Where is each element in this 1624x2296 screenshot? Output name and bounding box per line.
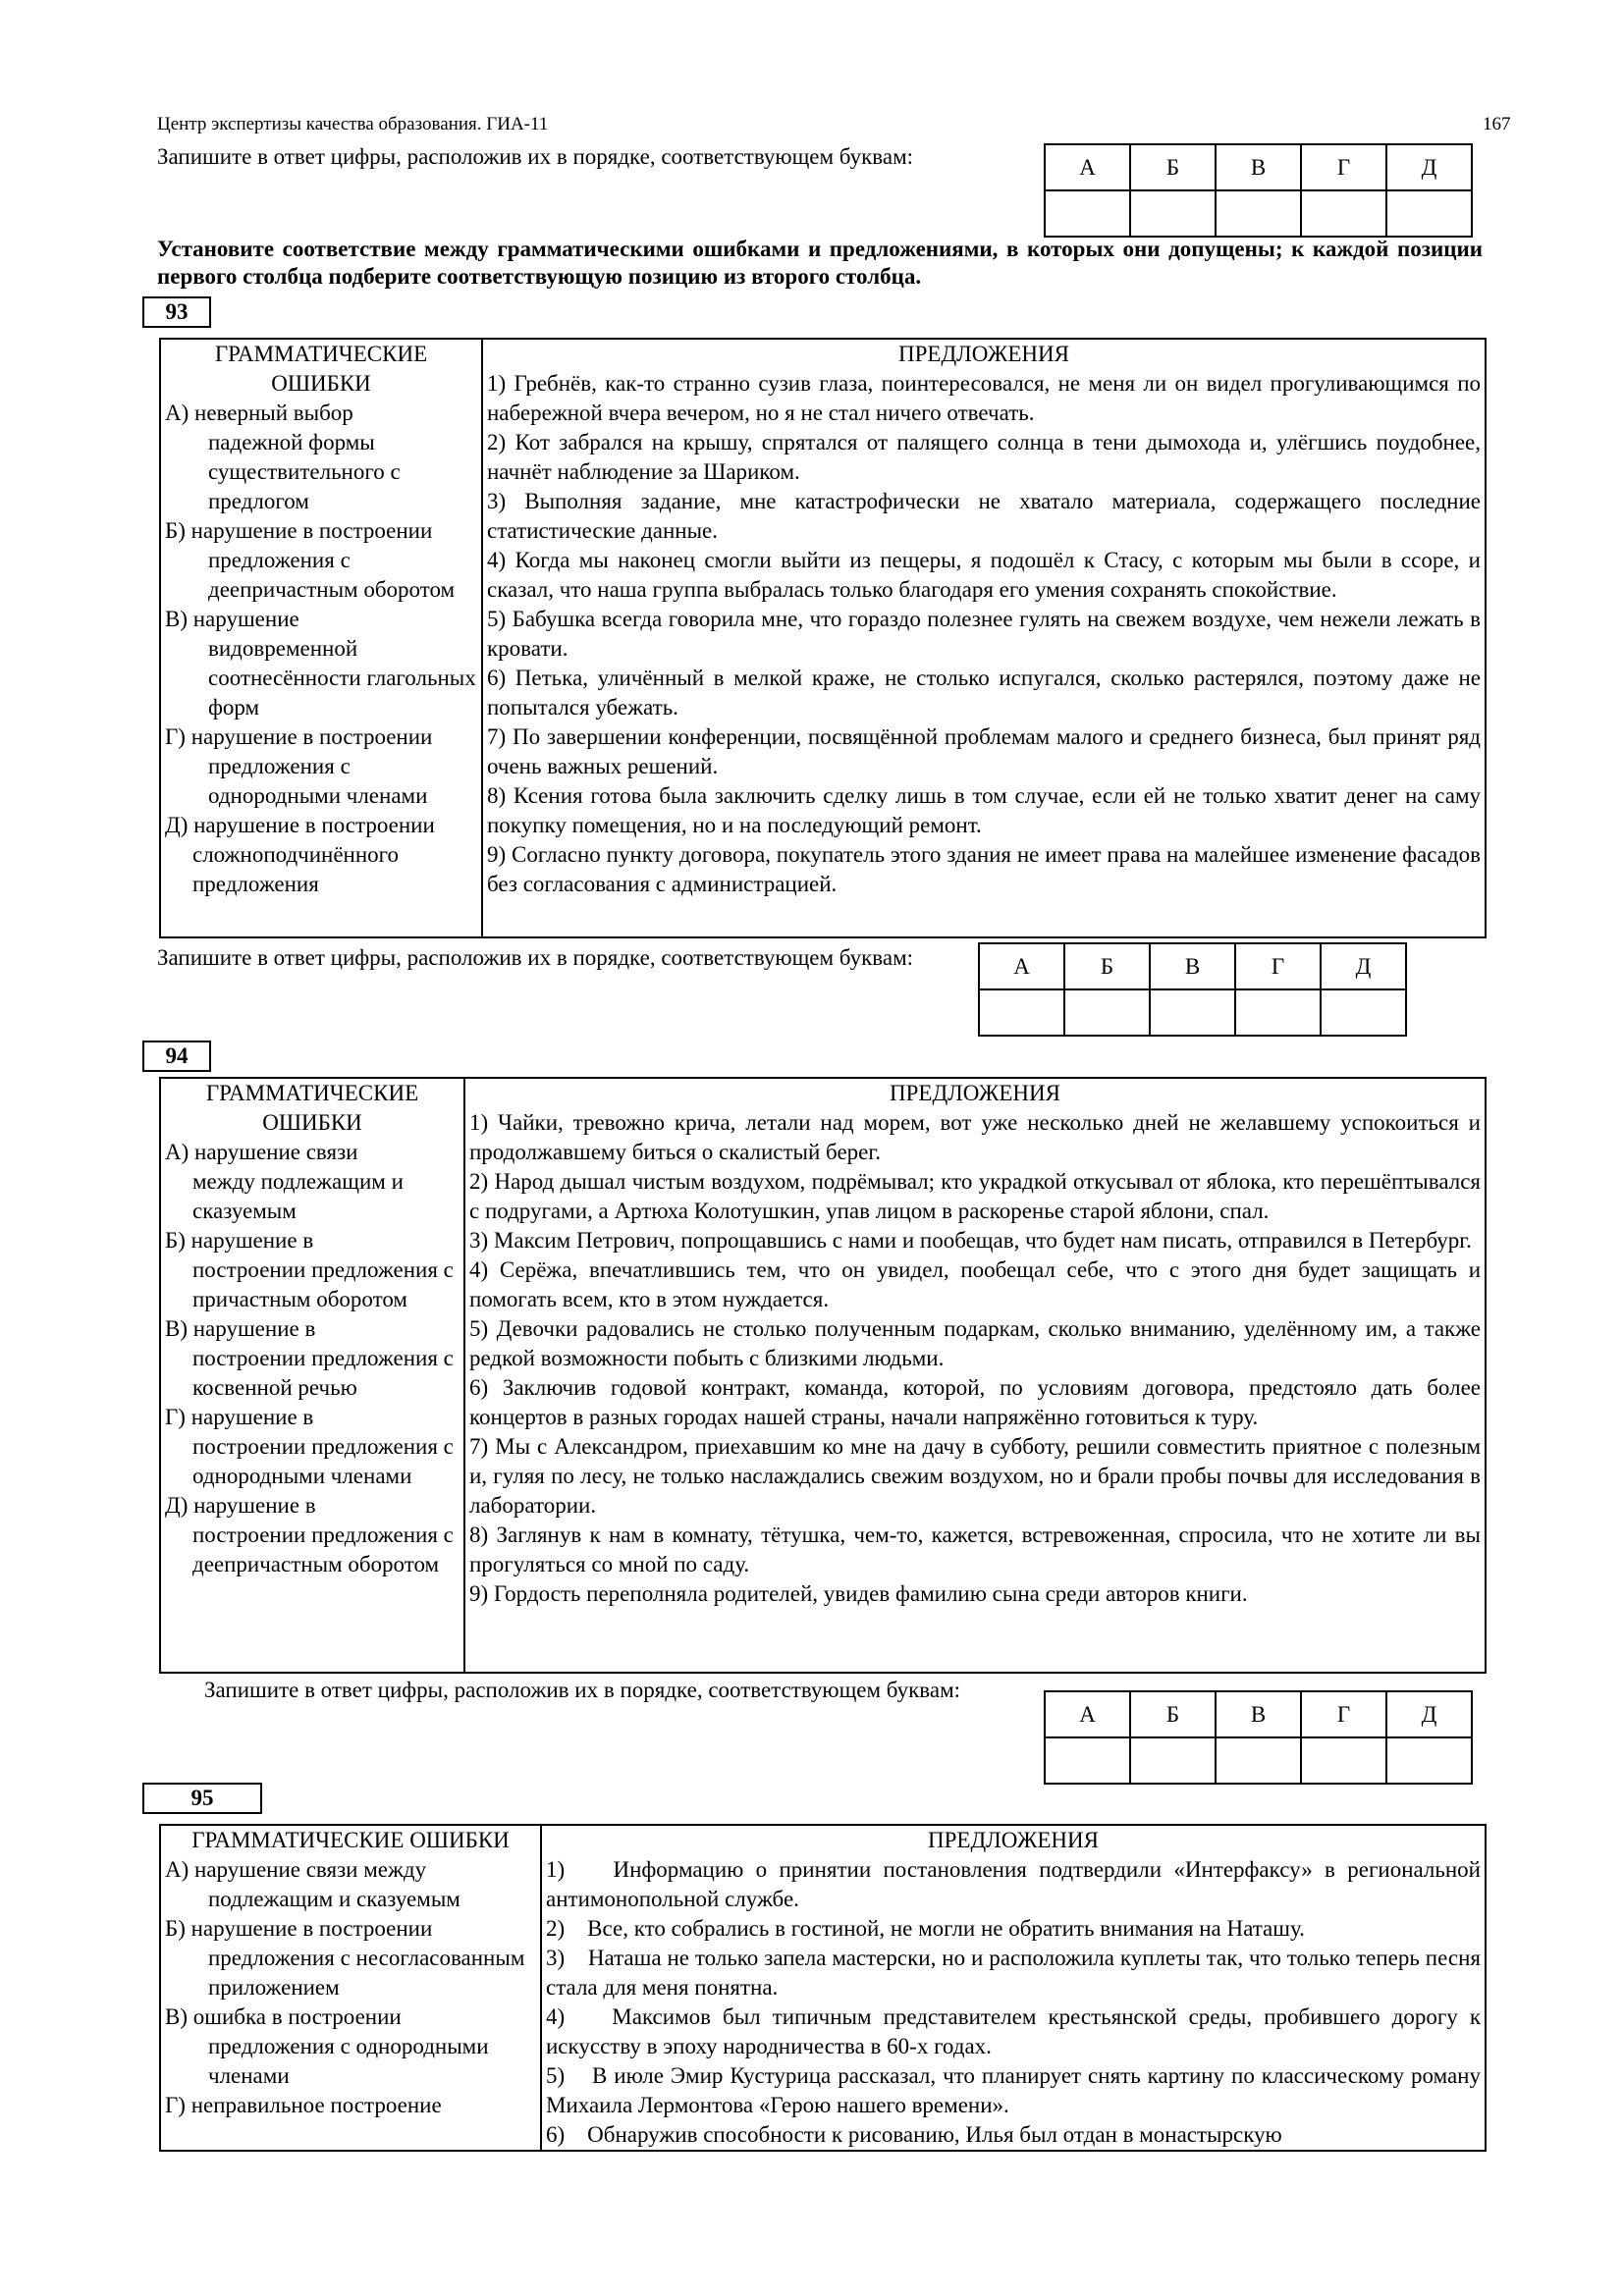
- answer-cell[interactable]: [1045, 190, 1130, 237]
- answer-letter: Д: [1321, 943, 1406, 989]
- answer-letter: Б: [1130, 144, 1216, 190]
- answer-cell[interactable]: [1130, 190, 1216, 237]
- answer-cell[interactable]: [1301, 1737, 1386, 1784]
- errors-header: ГРАММАТИЧЕСКИЕ ОШИБКИ: [191, 1828, 510, 1852]
- errors-column: [160, 339, 482, 937]
- answer-letter: Г: [1301, 1691, 1386, 1737]
- answer-letter: Б: [1064, 943, 1150, 989]
- error-item: Г) нарушение в построении предложения с однородными членами: [165, 1405, 454, 1488]
- sentence-item: 9) Согласно пункту договора, покупатель этого здания не имеет права на малейшее изменение фасадов без согласования с администрацией.: [487, 842, 1481, 896]
- answer-cell[interactable]: [1216, 1737, 1301, 1784]
- answer-letter: Д: [1386, 144, 1472, 190]
- sentence-item: 1) Информацию о принятии постановления подтвердили «Интерфаксу» в региональной антимонопольной службе.: [546, 1857, 1487, 1911]
- sentences-column: [464, 1078, 1486, 1673]
- sentence-item: 4) Серёжа, впечатлившись тем, что он увидел, пообещал себе, что с этого дня будет защищать и помогать всем, кто в этом нуждается.: [469, 1257, 1481, 1311]
- task-number-93: 93: [142, 296, 211, 328]
- sentence-item: 4) Когда мы наконец смогли выйти из пещеры, я подошёл к Стасу, с которым мы были в ссоре, и сказал, что наша группа выбралась только благодаря его умения сохранять спокойствие.: [487, 548, 1481, 602]
- answer-cell[interactable]: [1045, 1737, 1130, 1784]
- answer-letter: В: [1216, 144, 1301, 190]
- answer-letter: В: [1216, 1691, 1301, 1737]
- answer-prompt-92: Запишите в ответ цифры, расположив их в порядке, соответствующем буквам:: [157, 144, 914, 169]
- sentence-item: 6) Петька, уличённый в мелкой краже, не столько испугался, сколько растерялся, поэтому даже не попытался убежать.: [487, 666, 1481, 720]
- task-table-93: [159, 338, 1487, 938]
- answer-grid-94: [1044, 1690, 1473, 1785]
- answer-letter: Г: [1301, 144, 1386, 190]
- sentence-item: 7) Мы с Александром, приехавшим ко мне на дачу в субботу, решили совместить приятное с полезным и, гуляя по лесу, не только наслаждались свежим воздухом, но и брали пробы почвы для исследования в лаборатории.: [469, 1434, 1481, 1518]
- answer-letter: А: [1045, 144, 1130, 190]
- sentence-item: 3) Выполняя задание, мне катастрофически не хватало материала, содержащего последние статистические данные.: [487, 489, 1481, 543]
- page-number: 167: [1483, 114, 1511, 134]
- error-item: А) неверный выбор падежной формы существительного с предлогом: [165, 400, 401, 513]
- answer-letter: В: [1150, 943, 1235, 989]
- error-item: Г) неправильное построение: [165, 2093, 442, 2117]
- error-item: Б) нарушение в построении предложения с деепричастным оборотом: [165, 518, 456, 602]
- error-item: Б) нарушение в построении предложения с несогласованным приложением: [165, 1916, 525, 2000]
- errors-header: ГРАММАТИЧЕСКИЕ ОШИБКИ: [214, 342, 428, 396]
- sentences-header: ПРЕДЛОЖЕНИЯ: [890, 1081, 1060, 1105]
- answer-prompt-93: Запишите в ответ цифры, расположив их в порядке, соответствующем буквам:: [157, 945, 914, 970]
- error-item: В) нарушение в построении предложения с косвенной речью: [165, 1316, 454, 1400]
- sentence-item: 8) Заглянув к нам в комнату, тётушка, чем-то, кажется, встревоженная, спросила, что не хотите ли вы прогуляться со мной по саду.: [469, 1522, 1481, 1576]
- answer-cell[interactable]: [1386, 190, 1472, 237]
- sentence-item: 8) Ксения готова была заключить сделку лишь в том случае, если ей не только хватит денег на саму покупку помещения, но и на последующий ремонт.: [487, 783, 1481, 837]
- errors-column: [160, 1078, 464, 1673]
- sentences-column: [482, 339, 1486, 937]
- answer-cell[interactable]: [1150, 989, 1235, 1036]
- sentence-item: 1) Чайки, тревожно крича, летали над морем, вот уже несколько дней не желавшему успокоиться и продолжавшему биться о скалистый берег.: [469, 1110, 1481, 1164]
- running-header: Центр экспертизы качества образования. ГИА-11: [157, 114, 549, 134]
- sentences-header: ПРЕДЛОЖЕНИЯ: [898, 342, 1069, 366]
- answer-cell[interactable]: [1301, 190, 1386, 237]
- sentence-item: 3) Максим Петрович, попрощавшись с нами и пообещав, что будет нам писать, отправился в Петербург.: [469, 1228, 1472, 1253]
- sentence-item: 6) Заключив годовой контракт, команда, которой, по условиям договора, предстояло дать более концертов в разных городах нашей страны, начали напряжённо готовиться к туру.: [469, 1375, 1481, 1429]
- errors-column: [160, 1825, 541, 2151]
- error-item: Г) нарушение в построении предложения с однородными членами: [165, 724, 433, 808]
- sentence-item: 5) Бабушка всегда говорила мне, что гораздо полезнее гулять на свежем воздухе, чем нежели лежать в кровати.: [487, 607, 1481, 661]
- sentence-item: 2) Кот забрался на крышу, спрятался от палящего солнца в тени дымохода и, улёгшись поудобнее, начнёт наблюдение за Шариком.: [487, 430, 1481, 484]
- answer-cell[interactable]: [1386, 1737, 1472, 1784]
- error-item: А) нарушение связи между подлежащим и сказуемым: [165, 1857, 460, 1911]
- answer-letter: А: [1045, 1691, 1130, 1737]
- errors-header: ГРАММАТИЧЕСКИЕ ОШИБКИ: [205, 1081, 419, 1135]
- sentence-item: 1) Гребнёв, как-то странно сузив глаза, поинтересовался, не меня ли он видел прогуливающимся по набережной вчера вечером, но я не стал ничего отвечать.: [487, 371, 1481, 425]
- sentence-item: 5) Девочки радовались не столько полученным подаркам, сколько вниманию, уделённому им, а также редкой возможности побыть с близкими людьми.: [469, 1316, 1481, 1370]
- sentences-column: [541, 1825, 1486, 2151]
- answer-cell[interactable]: [1216, 190, 1301, 237]
- task-instruction: Установите соответствие между грамматическими ошибками и предложениями, в которых они допущены; к каждой позиции первого столбца подберите соответствующую позицию из второго столбца.: [157, 237, 1483, 289]
- answer-cell[interactable]: [1235, 989, 1321, 1036]
- task-number-94: 94: [142, 1041, 211, 1072]
- answer-grid-93: [978, 942, 1407, 1037]
- error-item: В) ошибка в построении предложения с однородными членами: [165, 2004, 489, 2088]
- sentence-item: 2) Народ дышал чистым воздухом, подрёмывал; кто украдкой откусывал от яблока, кто перешёптывался с подругами, а Артюха Колотушкин, упав лицом в раскоренье старой яблони, спал.: [469, 1169, 1481, 1223]
- answer-letter: Б: [1130, 1691, 1216, 1737]
- answer-cell[interactable]: [979, 989, 1064, 1036]
- sentence-item: 5) В июле Эмир Кустурица рассказал, что планирует снять картину по классическому роману Михаила Лермонтова «Герою нашего времени».: [546, 2063, 1487, 2117]
- sentence-item: 6) Обнаружив способности к рисованию, Илья был отдан в монастырскую: [546, 2122, 1282, 2147]
- error-item: А) нарушение связи между подлежащим и сказуемым: [165, 1140, 404, 1223]
- task-table-94: [159, 1077, 1487, 1674]
- sentence-item: 9) Гордость переполняла родителей, увидев фамилию сына среди авторов книги.: [469, 1581, 1248, 1606]
- answer-letter: Д: [1386, 1691, 1472, 1737]
- sentence-item: 7) По завершении конференции, посвящённой проблемам малого и среднего бизнеса, был принят ряд очень важных решений.: [487, 724, 1481, 778]
- sentence-item: 3) Наташа не только запела мастерски, но и расположила куплеты так, что только теперь песня стала для меня понятна.: [546, 1946, 1487, 2000]
- task-table-95: [159, 1824, 1487, 2152]
- answer-prompt-94: Запишите в ответ цифры, расположив их в порядке, соответствующем буквам:: [204, 1678, 961, 1702]
- sentences-header: ПРЕДЛОЖЕНИЯ: [928, 1828, 1099, 1852]
- error-item: Б) нарушение в построении предложения с причастным оборотом: [165, 1228, 454, 1311]
- answer-cell[interactable]: [1321, 989, 1406, 1036]
- sentence-item: 2) Все, кто собрались в гостиной, не могли не обратить внимания на Наташу.: [546, 1916, 1305, 1941]
- answer-letter: Г: [1235, 943, 1321, 989]
- sentence-item: 4) Максимов был типичным представителем крестьянской среды, пробившего дорогу к искусству в эпоху народничества в 60-х годах.: [546, 2004, 1487, 2058]
- answer-grid-92: [1044, 143, 1473, 238]
- error-item: Д) нарушение в построении предложения с деепричастным оборотом: [165, 1493, 454, 1576]
- task-number-95: 95: [142, 1783, 262, 1814]
- error-item: Д) нарушение в построении сложноподчинённого предложения: [165, 813, 435, 896]
- error-item: В) нарушение видовременной соотнесённости глагольных форм: [165, 607, 476, 720]
- answer-letter: А: [979, 943, 1064, 989]
- answer-cell[interactable]: [1130, 1737, 1216, 1784]
- answer-cell[interactable]: [1064, 989, 1150, 1036]
